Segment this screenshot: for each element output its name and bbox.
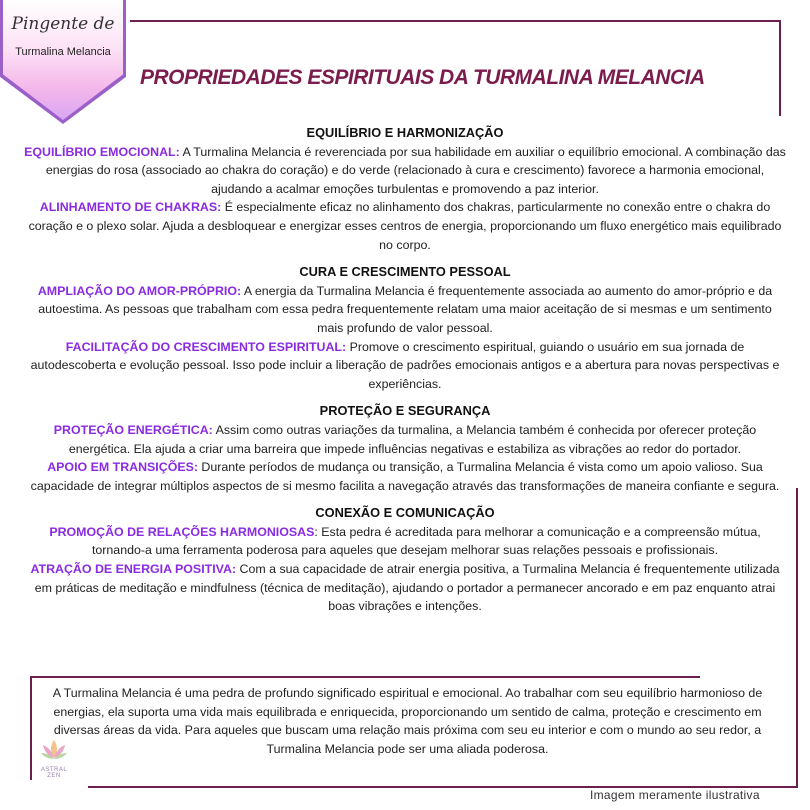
paragraph [24, 282, 786, 338]
paragraph [24, 338, 786, 394]
logo-text: ASTRAL ZEN [40, 767, 68, 779]
paragraph [24, 143, 786, 199]
frame-left-vertical [30, 676, 32, 780]
section-heading: CURA E CRESCIMENTO PESSOAL [299, 264, 511, 280]
paragraph [24, 458, 786, 495]
badge-title: Pingente de [11, 14, 115, 34]
paragraph-text: Durante períodos de mudança ou transição, a Turmalina Melancia é vista como um apoio valioso. Sua capacidade de integrar múltiplos aspectos de si mesmo facilita a navegação através das transformações de maneira confiante e segura. [30, 460, 780, 493]
badge-subtitle: Turmalina Melancia [15, 46, 111, 58]
frame-top-right-vertical [779, 20, 781, 116]
conclusion-text: A Turmalina Melancia é uma pedra de profundo significado espiritual e emocional. Ao trabalhar com seu equilíbrio harmonioso de energias, ela suporta uma vida mais equilibrada e enriquecida, proporcionando um sentido de calma, proteção e crescimento em diversas áreas da vida. Para aqueles que buscam uma relação mais próxima com seu eu interior e com o mundo ao seu redor, a Turmalina Melancia pode ser uma aliada poderosa. [52, 686, 763, 756]
paragraph [24, 198, 786, 254]
paragraph-text: Com a sua capacidade de atrair energia positiva, a Turmalina Melancia é frequentemente utilizada em práticas de meditação e mindfulness (técnica de meditação), ajudando o portador a permanecer ancorado e em paz enquanto atrai boas vibrações e intenções. [34, 562, 780, 614]
paragraph-label: APOIO EM TRANSIÇÕES: [47, 460, 198, 475]
paragraph-label: AMPLIAÇÃO DO AMOR-PRÓPRIO: [37, 283, 242, 298]
paragraph-label: EQUILÍBRIO EMOCIONAL: [24, 144, 180, 159]
paragraph-text: : Esta pedra é acreditada para melhorar a comunicação e a compreensão mútua, tornando-a uma ferramenta poderosa para aqueles que desejam melhorar suas relações pessoais e profissionais. [91, 524, 761, 558]
paragraph-label: ATRAÇÃO DE ENERGIA POSITIVA: [30, 562, 237, 577]
frame-top-right-horizontal [130, 20, 780, 22]
section-heading: PROTEÇÃO E SEGURANÇA [319, 403, 491, 419]
frame-right-vertical [796, 488, 798, 788]
paragraph [24, 523, 786, 560]
paragraph-label: PROMOÇÃO DE RELAÇÕES HARMONIOSAS [49, 524, 315, 539]
paragraph-text: É especialmente eficaz no alinhamento dos chakras, particularmente no conexão entre o chakra do coração e o plexo solar. Ajuda a desbloquear e energizar esses centros de energia, proporcionando um fluxo energético mais equilibrado no corpo. [28, 200, 782, 252]
footer-caption: Imagem meramente ilustrativa [590, 788, 760, 802]
content [24, 124, 786, 616]
paragraph-text: Promove o crescimento espiritual, guiando o usuário em sua jornada de autodescoberta e evolução pessoal. Isso pode incluir a liberação de padrões emocionais antigos e a abertura para novas perspectivas e experiências. [30, 339, 780, 391]
paragraph [24, 560, 786, 616]
paragraph-text: A energia da Turmalina Melancia é frequentemente associada ao aumento do amor-próprio e da autoestima. As pessoas que trabalham com essa pedra frequentemente relatam uma maior aceitação de si mesmas e um sentimento mais profundo de valor pessoal. [38, 283, 773, 335]
paragraph [24, 421, 786, 458]
section-heading: EQUILÍBRIO E HARMONIZAÇÃO [306, 125, 504, 140]
paragraph-label: PROTEÇÃO ENERGÉTICA: [53, 422, 213, 437]
frame-inner-horizontal [30, 676, 700, 678]
lotus-icon [39, 738, 69, 762]
brand-logo [34, 738, 74, 784]
page-title: PROPRIEDADES ESPIRITUAIS DA TURMALINA MELANCIA [140, 66, 705, 89]
paragraph-text: Assim como outras variações da turmalina, a Melancia também é conhecida por oferecer proteção energética. Ela ajuda a criar uma barreira que impede influências negativas e estabiliza as vibrações ao redor do portador. [68, 422, 757, 456]
section-heading: CONEXÃO E COMUNICAÇÃO [315, 505, 495, 521]
paragraph-label: ALINHAMENTO DE CHAKRAS: [39, 200, 222, 215]
paragraph-text: A Turmalina Melancia é reverenciada por sua habilidade em auxiliar o equilíbrio emocional. A combinação das energias do rosa (associado ao chakra do coração) e do verde (relacionado à cura e crescimento) favorece a harmonia emocional, ajudando a acalmar emoções turbulentas e promovendo a paz interior. [45, 144, 786, 196]
paragraph-label: FACILITAÇÃO DO CRESCIMENTO ESPIRITUAL: [65, 339, 347, 354]
